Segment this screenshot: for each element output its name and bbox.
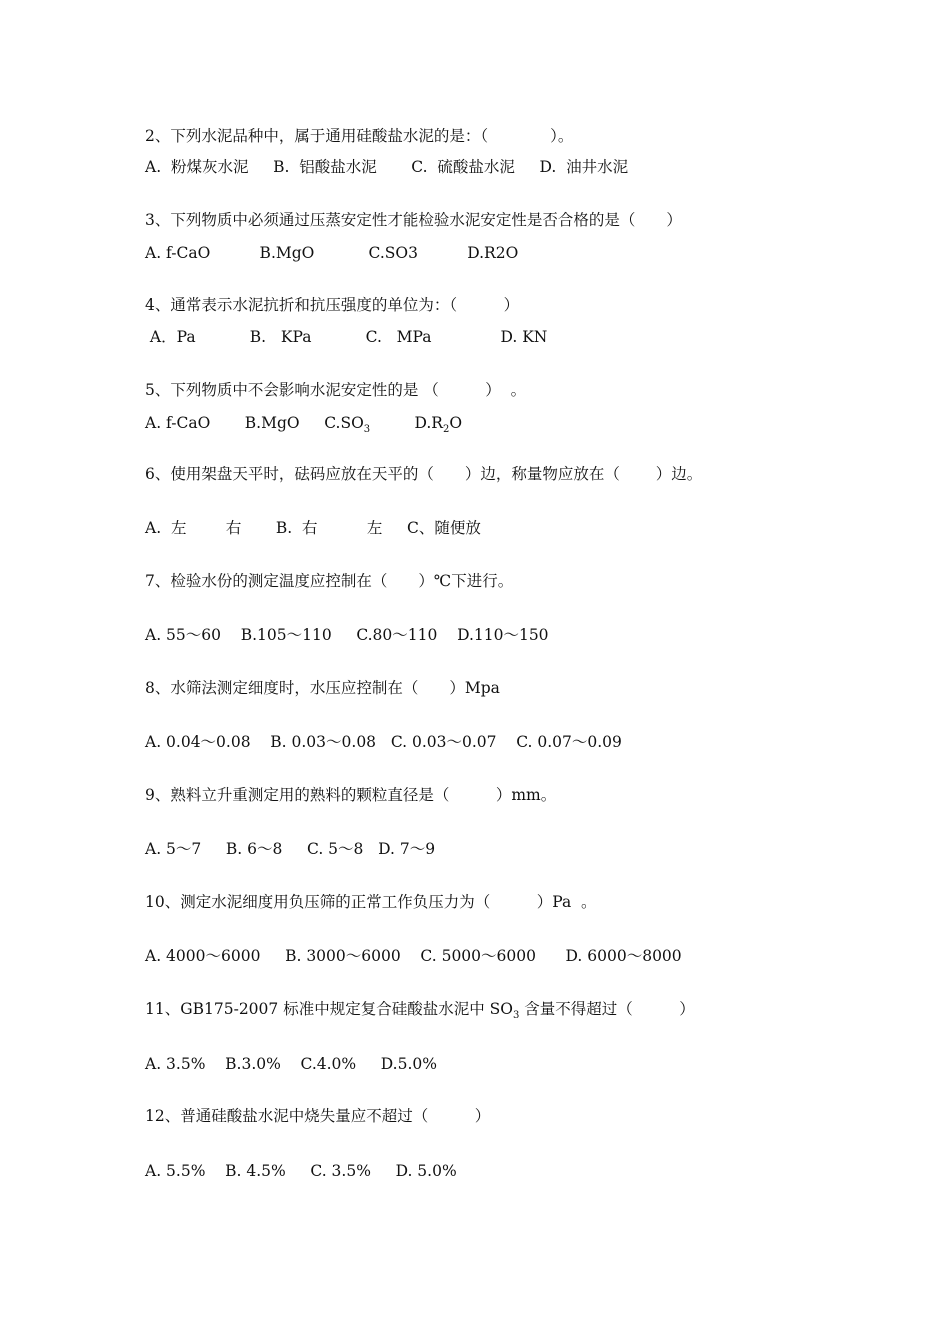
options-11: A. 3.5% B.3.0% C.4.0% D.5.0% — [145, 1055, 437, 1073]
question-2: 2、下列水泥品种中，属于通用硅酸盐水泥的是：（ ）。 — [145, 127, 574, 145]
options-2: A. 粉煤灰水泥 B. 铝酸盐水泥 C. 硫酸盐水泥 D. 油井水泥 — [145, 158, 629, 176]
options-9: A. 5～7 B. 6～8 C. 5～8 D. 7～9 — [145, 840, 436, 858]
options-7: A. 55～60 B.105～110 C.80～110 D.110～150 — [145, 626, 549, 644]
options-8: A. 0.04～0.08 B. 0.03～0.08 C. 0.03～0.07 C. 0.07～0.09 — [145, 733, 622, 751]
question-9: 9、熟料立升重测定用的熟料的颗粒直径是（ ）mm。 — [145, 786, 557, 804]
question-6: 6、使用架盘天平时，砝码应放在天平的（ ）边，称量物应放在（ ）边。 — [145, 465, 703, 483]
question-5: 5、下列物质中不会影响水泥安定性的是 （ ） 。 — [145, 381, 527, 399]
options-12: A. 5.5% B. 4.5% C. 3.5% D. 5.0% — [145, 1162, 457, 1180]
options-4: A．Pa B. KPa C. MPa D. KN — [145, 328, 548, 346]
options-6: A. 左 右 B. 右 左 C、随便放 — [145, 519, 481, 537]
options-3: A. f-CaO B.MgO C.SO3 D.R2O — [145, 244, 519, 262]
question-10: 10、测定水泥细度用负压筛的正常工作负压力为（ ）Pa 。 — [145, 893, 597, 911]
question-8: 8、水筛法测定细度时，水压应控制在（ ）Mpa — [145, 679, 500, 697]
question-12: 12、普通硅酸盐水泥中烧失量应不超过（ ） — [145, 1107, 491, 1125]
options-5: A. f-CaO B.MgO $C.SO_3$ $D.R_2O$ — [145, 414, 463, 435]
options-10: A. 4000～6000 B. 3000～6000 C. 5000～6000 D. 6000～8000 — [145, 947, 682, 965]
question-7: 7、检验水份的测定温度应控制在（ ）℃下进行。 — [145, 572, 514, 590]
question-11: 11、GB175-2007 标准中规定复合硅酸盐水泥中 $SO_3$ 含量不得超过（ ） — [145, 1000, 695, 1021]
question-3: 3、下列物质中必须通过压蒸安定性才能检验水泥安定性是否合格的是（ ） — [145, 211, 682, 229]
question-4: 4、通常表示水泥抗折和抗压强度的单位为：（ ） — [145, 296, 520, 314]
